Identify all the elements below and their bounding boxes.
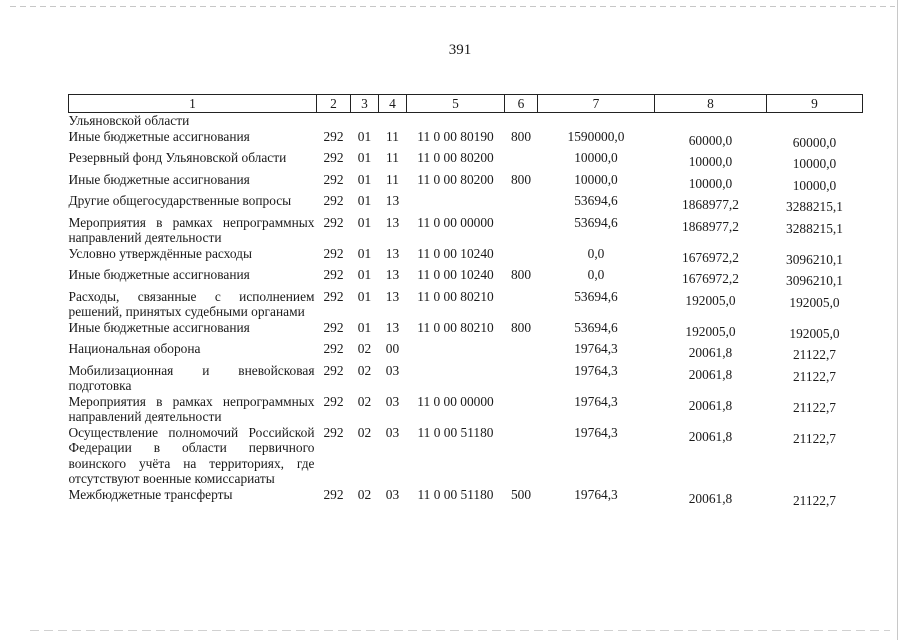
row-name: Национальная оборона [68,341,201,356]
row-subsection-code [379,113,407,129]
row-amount-col8: 20061,8 [688,490,733,506]
row-name: Другие общегосударственные вопросы [68,193,292,208]
row-target-code: 11 0 00 00000 [417,393,494,409]
row-ministry-code: 292 [323,424,344,440]
row-name: Мобилизационная и вневойсковая подготовка [68,362,315,393]
row-section-code [351,113,379,129]
row-amount-col8: 20061,8 [688,366,733,382]
row-name: Иные бюджетные ассигнования [68,267,250,282]
row-amount-col8: 10000,0 [688,154,733,169]
row-subsection-code: 03 [385,486,400,502]
header-col-4: 4 [379,95,407,113]
row-subsection-code: 11 [386,128,399,144]
row-amount-col7: 1590000,0 [567,128,625,144]
row-amount-col9: 21122,7 [792,368,837,384]
row-expense-type [505,215,538,246]
row-target-code: 11 0 00 80190 [417,128,494,144]
row-amount-col7: 53694,6 [574,288,618,304]
row-ministry-code: 292 [323,486,344,502]
row-ministry-code [317,113,351,129]
header-col-8: 8 [655,95,767,113]
table-row [69,394,863,425]
page-number: 391 [448,42,472,58]
row-amount-col8: 60000,0 [688,132,733,148]
budget-table [68,94,863,508]
row-amount-col8: 10000,0 [688,175,733,191]
header-col-6: 6 [505,95,538,113]
header-col-9: 9 [767,95,863,113]
header-col-7: 7 [538,95,655,113]
row-target-code: 11 0 00 80200 [417,171,494,187]
row-section-code: 01 [357,150,372,165]
row-name: Ульяновской области [68,113,190,128]
row-amount-col8: 20061,8 [688,345,733,360]
row-target-code: 11 0 00 10240 [417,245,494,261]
row-amount-col9: 3288215,1 [786,220,843,236]
row-amount-col8: 192005,0 [685,292,736,308]
row-amount-col7: 19764,3 [574,424,618,440]
row-amount-col9: 3096210,1 [786,251,843,267]
row-amount-col9: 60000,0 [792,134,837,150]
row-ministry-code: 292 [323,150,344,165]
row-expense-type [505,425,538,487]
row-target-code [407,341,505,363]
row-target-code: 11 0 00 80200 [417,150,494,165]
row-target-code [407,363,505,394]
row-amount-col8: 1676972,2 [682,249,739,265]
row-name: Иные бюджетные ассигнования [68,171,250,187]
row-amount-col7: 53694,6 [574,193,618,208]
row-amount-col9: 192005,0 [789,325,840,341]
table-row [69,425,863,487]
table-row [69,363,863,394]
row-expense-type [505,193,538,215]
row-subsection-code: 13 [385,319,400,335]
scan-bottom-edge [30,630,890,631]
row-name: Иные бюджетные ассигнования [68,319,250,335]
row-amount-col7: 19764,3 [574,341,618,356]
table-row [69,246,863,268]
row-target-code: 11 0 00 80210 [417,319,494,335]
row-expense-type: 800 [510,267,532,282]
row-expense-type [505,363,538,394]
row-section-code: 02 [357,341,372,356]
row-amount-col9: 3288215,1 [786,199,843,214]
row-section-code: 02 [357,486,372,502]
row-ministry-code: 292 [323,245,344,261]
header-col-5: 5 [407,95,505,113]
row-amount-col8: 1676972,2 [682,271,739,286]
row-subsection-code: 13 [385,214,400,230]
row-amount-col7: 19764,3 [574,486,618,502]
row-target-code [407,113,505,129]
row-subsection-code: 13 [385,193,400,208]
row-amount-col8: 1868977,2 [682,197,739,212]
row-expense-type [505,341,538,363]
row-amount-col9: 3096210,1 [786,273,843,288]
table-row [69,129,863,151]
header-col-2: 2 [317,95,351,113]
table-row [69,487,863,509]
row-section-code: 01 [357,288,372,304]
row-subsection-code: 13 [385,245,400,261]
row-subsection-code: 13 [385,288,400,304]
table-row [69,215,863,246]
table-row [69,267,863,289]
row-amount-col9: 21122,7 [792,430,837,446]
row-subsection-code: 00 [385,341,400,356]
row-subsection-code: 03 [385,393,400,409]
scan-top-edge [10,6,895,7]
row-ministry-code: 292 [323,128,344,144]
row-name: Мероприятия в рамках непрограммных направлений деятельности [68,393,315,424]
row-section-code: 01 [357,319,372,335]
row-amount-col8: 20061,8 [688,397,733,413]
row-section-code: 01 [357,128,372,144]
table-row [69,320,863,342]
row-subsection-code: 03 [385,362,400,378]
row-amount-col8: 20061,8 [688,428,733,444]
row-section-code: 01 [357,267,372,282]
row-section-code: 01 [357,193,372,208]
row-target-code: 11 0 00 80210 [417,288,494,304]
row-section-code: 01 [357,214,372,230]
row-ministry-code: 292 [323,362,344,378]
row-target-code: 11 0 00 51180 [417,424,494,440]
row-target-code: 11 0 00 51180 [417,486,494,502]
row-ministry-code: 292 [323,171,344,187]
header-row [69,95,863,113]
row-ministry-code: 292 [323,267,344,282]
scan-right-edge [897,0,898,640]
row-name: Осуществление полномочий Российской Федерации в области первичного воинского учёта на территориях, где отсутствуют военные комиссариаты [68,424,315,486]
row-amount-col7: 53694,6 [574,214,618,230]
row-subsection-code: 03 [385,424,400,440]
row-amount-col7 [538,113,655,129]
row-subsection-code: 13 [385,267,400,282]
row-expense-type: 800 [510,319,532,335]
row-section-code: 02 [357,362,372,378]
row-amount-col9: 10000,0 [792,177,837,193]
row-amount-col9: 21122,7 [792,399,837,415]
row-amount-col9: 10000,0 [792,156,837,171]
row-amount-col9: 192005,0 [789,294,840,310]
row-amount-col7: 10000,0 [574,150,618,165]
row-amount-col7: 19764,3 [574,362,618,378]
row-section-code: 01 [357,171,372,187]
row-expense-type [505,150,538,172]
row-amount-col7: 0,0 [587,267,605,282]
row-amount-col8 [655,113,767,129]
row-subsection-code: 11 [386,150,399,165]
row-ministry-code: 292 [323,214,344,230]
table-row [69,341,863,363]
row-name: Мероприятия в рамках непрограммных направлений деятельности [68,214,315,245]
row-target-code: 11 0 00 00000 [417,214,494,230]
row-amount-col7: 10000,0 [574,171,618,187]
row-expense-type: 800 [510,128,532,144]
row-expense-type: 500 [510,486,532,502]
row-ministry-code: 292 [323,288,344,304]
table-body [69,113,863,509]
row-amount-col7: 19764,3 [574,393,618,409]
row-ministry-code: 292 [323,319,344,335]
row-expense-type [505,113,538,129]
row-amount-col8: 1868977,2 [682,218,739,234]
row-name: Условно утверждённые расходы [68,245,252,261]
row-amount-col9: 21122,7 [792,347,837,362]
row-expense-type: 800 [510,171,532,187]
row-amount-col7: 0,0 [587,245,605,261]
row-name: Расходы, связанные с исполнением решений, принятых судебными органами [68,288,315,319]
row-amount-col7: 53694,6 [574,319,618,335]
row-name: Резервный фонд Ульяновской области [68,150,287,165]
table-row [69,193,863,215]
header-col-1: 1 [69,95,317,113]
row-expense-type [505,246,538,268]
row-name: Межбюджетные трансферты [68,486,233,502]
row-expense-type [505,394,538,425]
row-name: Иные бюджетные ассигнования [68,128,250,144]
row-amount-col9: 21122,7 [792,492,837,508]
row-amount-col9 [767,113,863,129]
row-ministry-code: 292 [323,341,344,356]
row-target-code [407,193,505,215]
row-subsection-code: 11 [386,171,399,187]
table-row [69,113,863,129]
row-amount-col8: 192005,0 [685,323,736,339]
row-ministry-code: 292 [323,193,344,208]
table-row [69,172,863,194]
row-expense-type [505,289,538,320]
row-target-code: 11 0 00 10240 [417,267,494,282]
row-ministry-code: 292 [323,393,344,409]
row-section-code: 02 [357,393,372,409]
row-section-code: 02 [357,424,372,440]
table-row [69,150,863,172]
header-col-3: 3 [351,95,379,113]
table-row [69,289,863,320]
row-section-code: 01 [357,245,372,261]
